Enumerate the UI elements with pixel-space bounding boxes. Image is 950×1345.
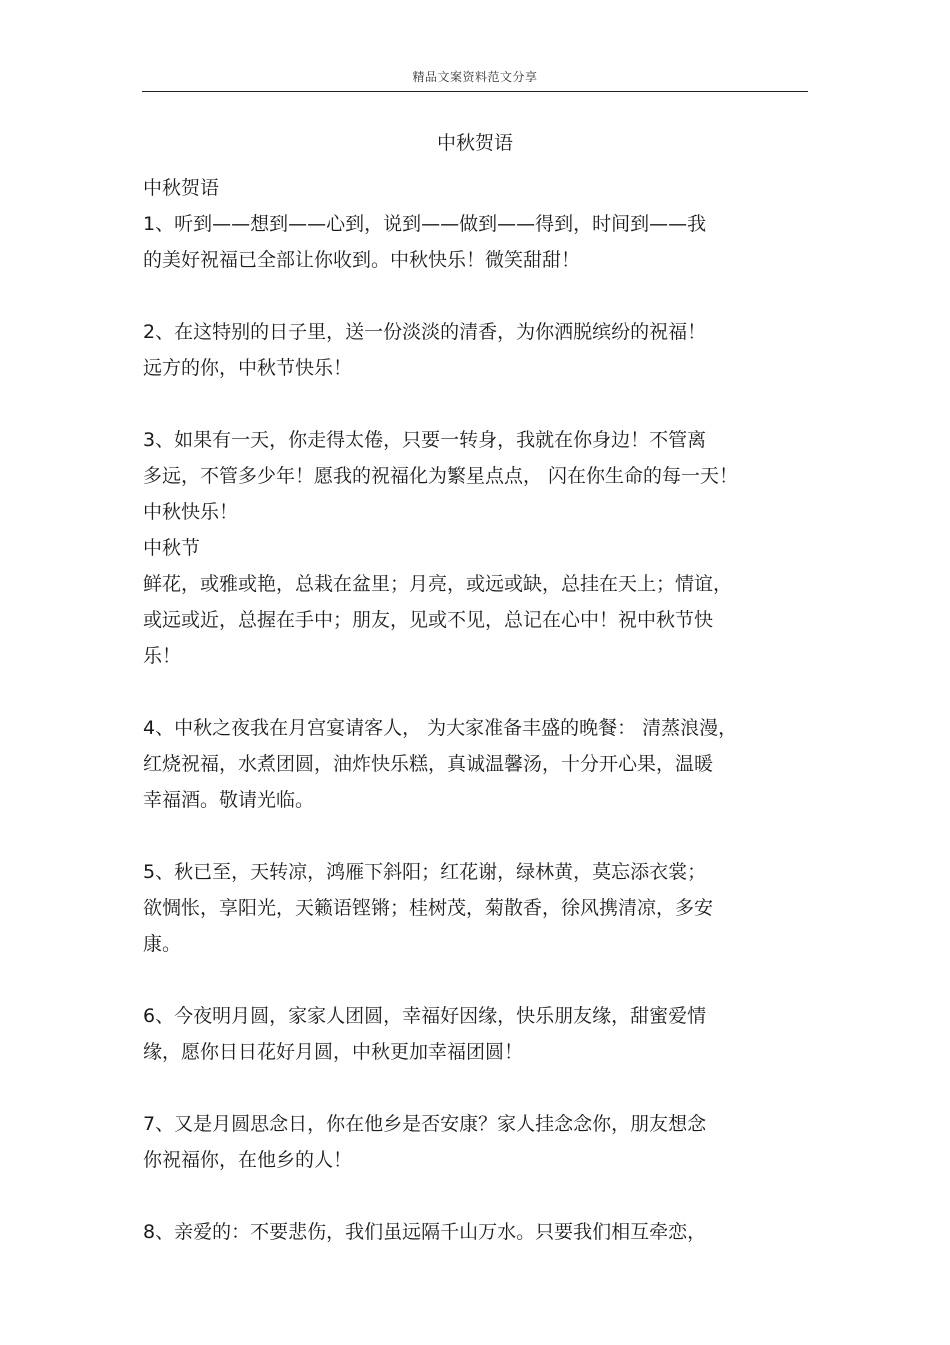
header-divider [142,91,808,92]
text-line: 中秋贺语 [143,177,220,199]
text-line: 8、亲爱的：不要悲伤，我们虽远隔千山万水。只要我们相互牵恋， [143,1221,707,1243]
text-line: 1、听到——想到——心到，说到——做到——得到，时间到——我 [143,213,707,235]
text-line: 3、如果有一天，你走得太倦，只要一转身，我就在你身边！不管离 [143,429,707,451]
blank-line [143,1070,803,1106]
text-line: 乐！ [143,645,182,667]
text-line: 康。 [143,933,182,955]
blank-line [143,674,803,710]
text-line: 2、在这特别的日子里，送一份淡淡的清香，为你洒脱缤纷的祝福！ [143,321,707,343]
text-line: 的美好祝福已全部让你收到。中秋快乐！微笑甜甜！ [143,249,581,271]
text-line: 多远，不管多少年！愿我的祝福化为繁星点点， 闪在你生命的每一天！ [143,465,739,487]
page-header: 精品文案资料范文分享 [412,70,538,84]
text-line: 红烧祝福，水煮团圆，油炸快乐糕，真诚温馨汤，十分开心果，温暖 [143,753,714,775]
text-line: 幸福酒。敬请光临。 [143,789,315,811]
text-line: 你祝福你，在他乡的人！ [143,1149,353,1171]
text-line: 中秋节 [143,537,201,559]
text-line: 4、中秋之夜我在月宫宴请客人， 为大家准备丰盛的晚餐： 清蒸浪漫， [143,717,738,739]
document-body [143,170,803,1250]
blank-line [143,386,803,422]
document-title: 中秋贺语 [436,132,513,154]
blank-line [143,278,803,314]
text-line: 或远或近，总握在手中；朋友，见或不见，总记在心中！祝中秋节快 [143,609,714,631]
text-line: 7、又是月圆思念日，你在他乡是否安康？家人挂念念你，朋友想念 [143,1113,707,1135]
text-line: 缘，愿你日日花好月圆，中秋更加幸福团圆！ [143,1041,524,1063]
text-line: 远方的你，中秋节快乐！ [143,357,353,379]
blank-line [143,818,803,854]
blank-line [143,962,803,998]
text-line: 5、秋已至，天转凉，鸿雁下斜阳；红花谢，绿林黄，莫忘添衣裳； [143,861,707,883]
text-line: 中秋快乐！ [143,501,239,523]
text-line: 鲜花，或雅或艳，总栽在盆里；月亮，或远或缺，总挂在天上；情谊， [143,573,733,595]
text-line: 欲惆怅，享阳光，天籁语铿锵；桂树茂，菊散香，徐风携清凉，多安 [143,897,714,919]
text-line: 6、今夜明月圆，家家人团圆，幸福好因缘，快乐朋友缘，甜蜜爱情 [143,1005,707,1027]
blank-line [143,1178,803,1214]
